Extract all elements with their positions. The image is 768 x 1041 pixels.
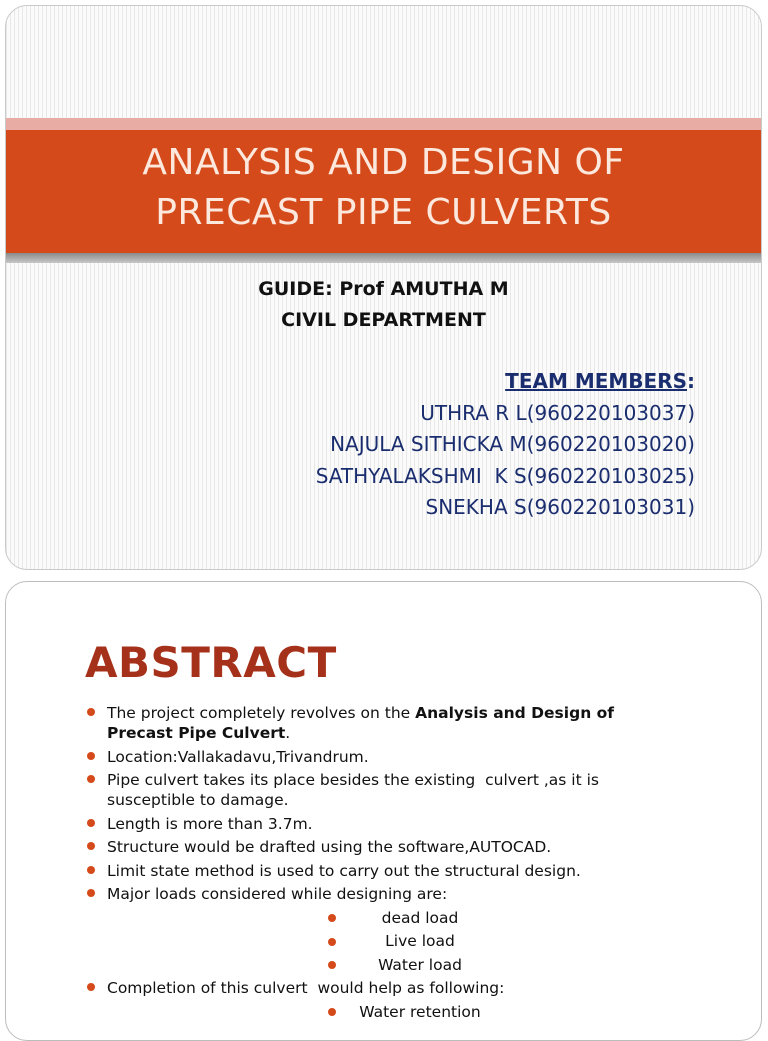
team-member: SNEKHA S(960220103031): [425, 495, 695, 519]
title-band-highlight: [6, 118, 761, 130]
bullet-text: Completion of this culvert would help as following:: [107, 979, 505, 997]
bullet-dot-icon: [87, 752, 95, 760]
team-heading-colon: :: [687, 369, 695, 393]
team-member: SATHYALAKSHMI K S(960220103025): [315, 463, 695, 488]
sub-bullet-text: Water retention: [359, 1002, 481, 1021]
bullet-dot-icon: [87, 983, 95, 991]
bullet-text: Structure would be drafted using the software,AUTOCAD.: [107, 838, 552, 856]
bullet-item: [84, 884, 684, 904]
bullet-item: [84, 703, 684, 743]
bullet-text: Pipe culvert takes its place besides the existing culvert ,as it is susceptible to damage.: [107, 771, 604, 809]
bullet-text-end: .: [285, 724, 291, 742]
bullet-dot-icon: [328, 938, 336, 946]
title-band-shadow: [6, 253, 761, 263]
bullet-dot-icon: [87, 708, 95, 716]
bullet-text: Length is more than 3.7m.: [107, 814, 313, 833]
bullet-dot-icon: [87, 775, 95, 783]
team-heading-label: TEAM MEMBERS: [505, 369, 687, 393]
bullet-bold-text: Analysis and Design of Precast Pipe Culvert: [107, 704, 615, 742]
bullet-dot-icon: [328, 961, 336, 969]
sub-bullet-item: [84, 1002, 684, 1022]
sub-bullet-text: Live load: [385, 932, 455, 950]
team-member: UTHRA R L(960220103037): [420, 400, 695, 425]
title-line-2: PRECAST PIPE CULVERTS: [155, 192, 612, 233]
title-slide: [5, 5, 762, 570]
slide-title: [6, 138, 761, 238]
sub-bullet-text: dead load: [381, 908, 459, 927]
team-heading: [316, 366, 695, 398]
bullet-item: [84, 770, 684, 810]
guide-name: GUIDE: Prof AMUTHA M: [258, 278, 509, 300]
bullet-item: [84, 814, 684, 834]
team-members: [316, 366, 695, 524]
sub-bullet-text: Water load: [378, 955, 462, 974]
sub-bullet-item: [84, 908, 684, 928]
bullet-text: Major loads considered while designing are:: [107, 885, 448, 903]
sub-bullet-item: [84, 931, 684, 951]
bullet-dot-icon: [87, 889, 95, 897]
bullet-item: [84, 837, 684, 857]
bullet-dot-icon: [87, 842, 95, 850]
team-member: NAJULA SITHICKA M(960220103020): [330, 432, 695, 456]
bullet-dot-icon: [328, 914, 336, 922]
sub-bullet-item: [84, 955, 684, 975]
bullet-dot-icon: [87, 866, 95, 874]
bullet-text: Location:Vallakadavu,Trivandrum.: [107, 747, 369, 766]
bullet-item: [84, 978, 684, 998]
bullet-item: [84, 861, 684, 881]
abstract-slide: [5, 581, 762, 1041]
department-name: CIVIL DEPARTMENT: [281, 309, 486, 331]
guide-block: [6, 274, 761, 336]
abstract-bullets: [84, 703, 684, 1025]
bullet-item: [84, 747, 684, 767]
title-line-1: ANALYSIS AND DESIGN OF: [142, 142, 625, 183]
bullet-text: The project completely revolves on the: [107, 704, 416, 722]
bullet-dot-icon: [87, 819, 95, 827]
abstract-heading: ABSTRACT: [85, 638, 337, 687]
bullet-text: Limit state method is used to carry out the structural design.: [107, 861, 581, 880]
bullet-dot-icon: [328, 1008, 336, 1016]
